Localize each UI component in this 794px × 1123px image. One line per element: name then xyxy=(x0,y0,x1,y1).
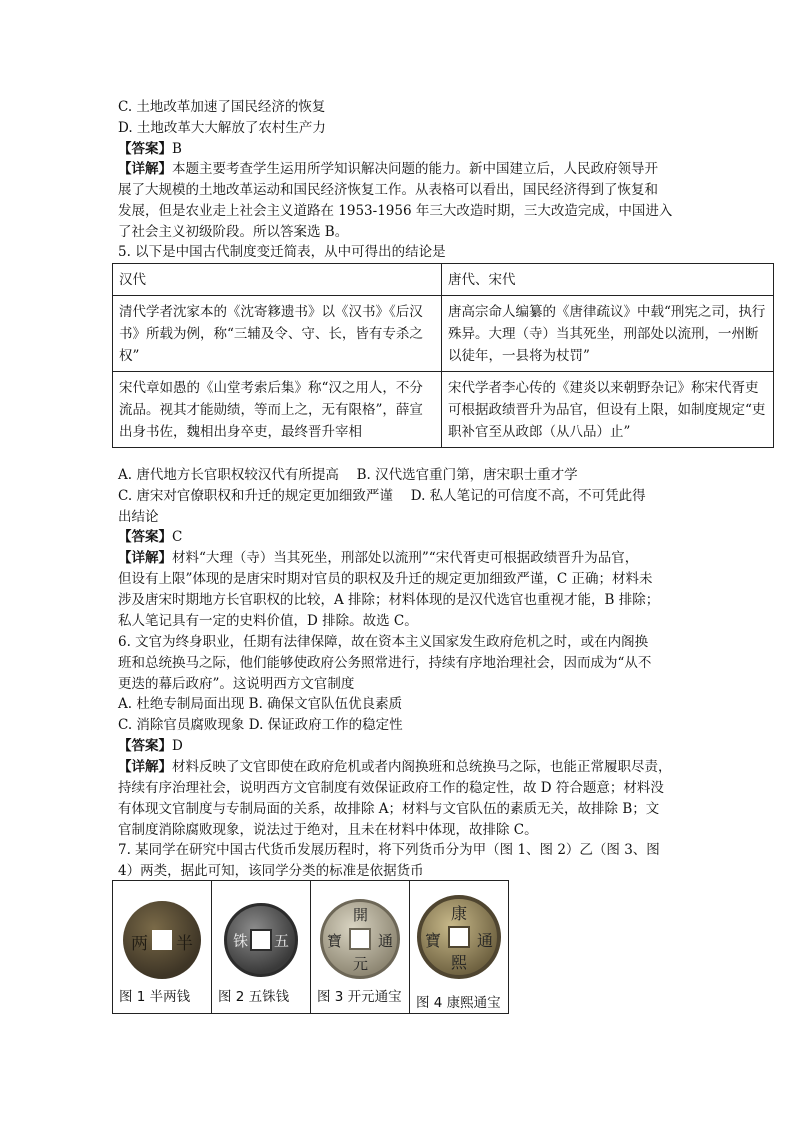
coin-glyph: 熙 xyxy=(451,953,468,972)
table-cell: 唐高宗命人编纂的《唐律疏议》中载“刑宪之司，执行殊异。大理（寺）当其死坐，刑部处以流刑，一州断以徒年，一县将为杖罚” xyxy=(442,296,774,372)
coin-wuzhu-image xyxy=(224,903,298,977)
q5-options-cont: 出结论 xyxy=(118,509,159,525)
q6-options-cd: C. 消除官员腐败现象 D. 保证政府工作的稳定性 xyxy=(118,717,403,733)
table-header-row xyxy=(113,264,774,296)
coin-caption: 图 1 半两钱 xyxy=(119,989,191,1005)
table-cell: 清代学者沈家本的《沈寄簃遗书》以《汉书》《后汉书》所载为例，称“三辅及令、守、长，皆有专杀之权” xyxy=(113,296,442,372)
coin-caption: 图 4 康熙通宝 xyxy=(416,995,501,1011)
q4-detail-line-4: 了社会主义初级阶段。所以答案选 B。 xyxy=(118,224,349,240)
q5-options-cd: C. 唐宋对官僚职权和升迁的规定更加细致严谨 D. 私人笔记的可信度不高，不可凭此得 xyxy=(118,488,646,504)
coin-cell-1 xyxy=(113,881,212,1014)
detail-text: 材料反映了文官即使在政府危机或者内阁换班和总统换马之际，也能正常履职尽责， xyxy=(172,759,672,775)
table-cell: 宋代学者李心传的《建炎以来朝野杂记》称宋代胥吏可根据政绩晋升为品官，但设有上限，如制度规定“吏职补官至从政郎（从八品）止” xyxy=(442,372,774,448)
coin-kangxi-image xyxy=(417,895,501,979)
q4-answer xyxy=(118,139,182,159)
coin-glyph: 半 xyxy=(176,934,193,954)
q5-detail-line-2: 但设有上限”体现的是唐宋时期对官员的职权及升迁的规定更加细致严谨，C 正确；材料未 xyxy=(118,571,653,587)
history-table xyxy=(112,263,774,448)
coin-caption: 图 2 五铢钱 xyxy=(218,989,290,1005)
q6-detail-line-3: 有体现文官制度与专制局面的关系，故排除 A；材料与文官队伍的素质无关，故排除 B；文 xyxy=(118,801,660,817)
coin-glyph: 元 xyxy=(353,955,369,973)
q5-detail-line-3: 涉及唐宋时期地方长官职权的比较，A 排除；材料体现的是汉代选官也重视才能，B 排除； xyxy=(118,592,660,608)
q6-stem-line-3: 更迭的幕后政府”。这说明西方文官制度 xyxy=(118,676,355,692)
table-cell: 宋代章如愚的《山堂考索后集》称“汉之用人，不分流品。视其才能勋绩，等而上之，无有限格”，薛宣出身书佐，魏相出身卒吏，最终晋升宰相 xyxy=(113,372,442,448)
q7-stem-line-2: 4）两类，据此可知，该同学分类的标准是依据货币 xyxy=(118,863,424,879)
q6-detail-line-2: 持续有序治理社会，说明西方文官制度有效保证政府工作的稳定性，故 D 符合题意；材料没 xyxy=(118,780,664,796)
option-c-q4: C. 土地改革加速了国民经济的恢复 xyxy=(118,99,326,115)
q6-stem-line-1: 6. 文官为终身职业，任期有法律保障，故在资本主义国家发生政府危机之时，或在内阁换 xyxy=(118,634,649,650)
q4-detail-line-2: 展了大规模的土地改革运动和国民经济恢复工作。从表格可以看出，国民经济得到了恢复和 xyxy=(118,182,658,198)
answer-value: D xyxy=(172,738,183,754)
table-row xyxy=(113,296,774,372)
option-d-q4: D. 土地改革大大解放了农村生产力 xyxy=(118,120,326,136)
q5-options-ab: A. 唐代地方长官职权较汉代有所提高 B. 汉代选官重门第，唐宋职士重才学 xyxy=(118,467,578,483)
coin-cell-3 xyxy=(311,881,410,1014)
q6-answer xyxy=(118,736,183,756)
q5-detail-line-4: 私人笔记具有一定的史料价值，D 排除。故选 C。 xyxy=(118,613,418,629)
coin-banliang-image xyxy=(123,901,201,979)
q4-detail-line-1 xyxy=(118,159,658,179)
coin-glyph: 開 xyxy=(353,906,369,924)
coin-kaiyuan-image xyxy=(320,899,400,979)
q6-options-ab: A. 杜绝专制局面出现 B. 确保文官队伍优良素质 xyxy=(118,696,403,712)
coin-cell-2 xyxy=(212,881,311,1014)
answer-value: B xyxy=(172,141,182,157)
coin-table xyxy=(112,880,509,1014)
q5-detail-line-1 xyxy=(118,548,638,568)
answer-label: 【答案】 xyxy=(118,529,172,545)
coin-glyph: 两 xyxy=(131,934,148,954)
q6-detail-line-4: 官制度消除腐败现象，说法过于绝对，且未在材料中体现，故排除 C。 xyxy=(118,822,538,838)
q4-detail-line-3: 发展，但是农业走上社会主义道路在 1953-1956 年三大改造时期，三大改造完成，中国进入 xyxy=(118,203,673,219)
answer-value: C xyxy=(172,529,183,545)
coin-glyph: 铢 xyxy=(233,932,249,950)
answer-label: 【答案】 xyxy=(118,141,172,157)
table-header-tang-song: 唐代、宋代 xyxy=(442,264,774,296)
coin-glyph: 通 xyxy=(476,931,493,950)
q5-answer xyxy=(118,527,182,547)
coin-cell-4 xyxy=(410,881,509,1014)
coin-glyph: 康 xyxy=(451,904,468,923)
detail-label: 【详解】 xyxy=(118,759,172,775)
q6-detail-line-1 xyxy=(118,757,672,777)
detail-label: 【详解】 xyxy=(118,550,172,566)
q7-stem-line-1: 7. 某同学在研究中国古代货币发展历程时，将下列货币分为甲（图 1、图 2）乙（图 3、图 xyxy=(118,842,660,858)
q6-stem-line-2: 班和总统换马之际，他们能够使政府公务照常进行，持续有序地治理社会，因而成为“从不 xyxy=(118,655,652,671)
coin-glyph: 通 xyxy=(377,932,393,950)
detail-text: 本题主要考查学生运用所学知识解决问题的能力。新中国建立后，人民政府领导开 xyxy=(172,161,658,177)
answer-label: 【答案】 xyxy=(118,738,172,754)
coin-glyph: 寶 xyxy=(425,931,442,950)
coin-caption: 图 3 开元通宝 xyxy=(317,989,402,1005)
table-row xyxy=(113,372,774,448)
coin-glyph: 五 xyxy=(273,932,289,950)
q5-stem: 5. 以下是中国古代制度变迁简表，从中可得出的结论是 xyxy=(118,244,446,260)
detail-label: 【详解】 xyxy=(118,161,172,177)
detail-text: 材料“大理（寺）当其死坐，刑部处以流刑”“宋代胥吏可根据政绩晋升为品官， xyxy=(172,550,639,566)
table-header-han: 汉代 xyxy=(113,264,442,296)
coin-glyph: 寶 xyxy=(327,932,343,950)
